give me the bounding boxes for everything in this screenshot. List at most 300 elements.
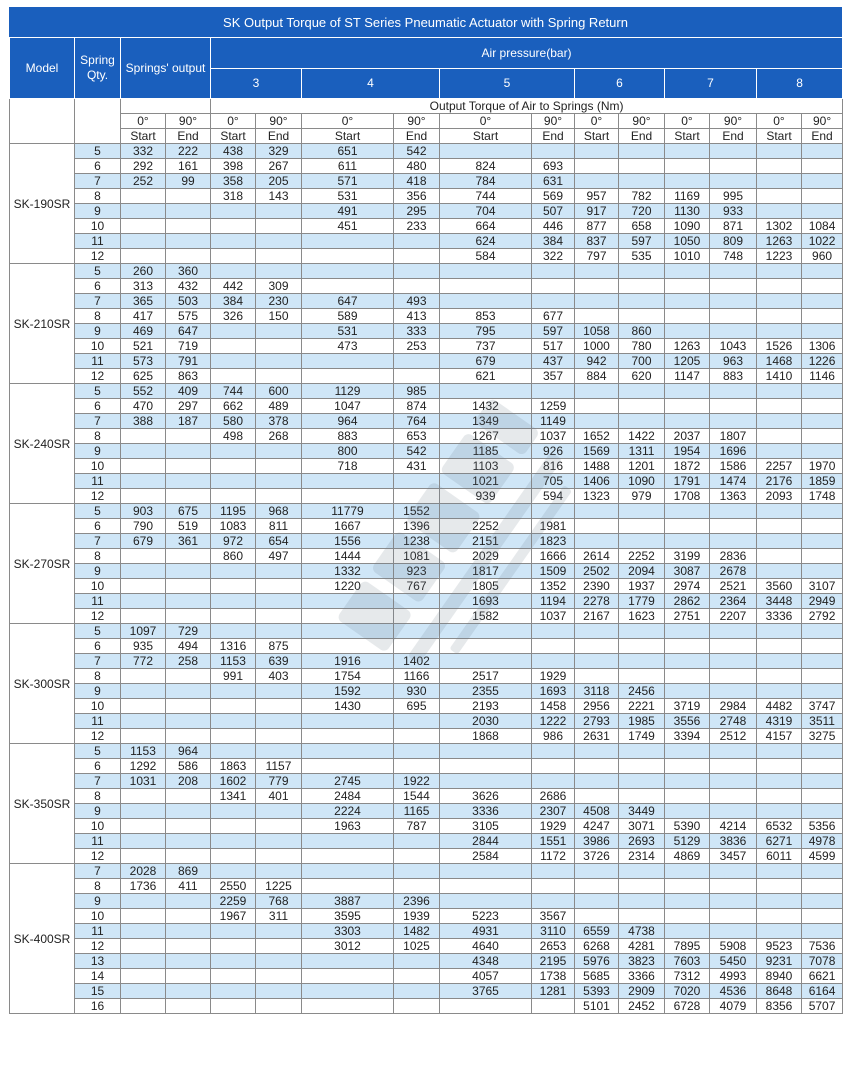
torque-cell bbox=[440, 744, 532, 759]
torque-cell bbox=[121, 609, 166, 624]
torque-cell: 187 bbox=[166, 414, 211, 429]
torque-cell bbox=[619, 894, 665, 909]
torque-cell: 491 bbox=[302, 204, 394, 219]
torque-cell: 1872 bbox=[665, 459, 710, 474]
torque-cell bbox=[256, 969, 302, 984]
spring-qty-cell: 10 bbox=[75, 819, 121, 834]
torque-cell bbox=[166, 564, 211, 579]
torque-cell bbox=[575, 909, 619, 924]
torque-cell: 469 bbox=[121, 324, 166, 339]
torque-cell bbox=[166, 549, 211, 564]
torque-cell bbox=[394, 249, 440, 264]
torque-cell: 3626 bbox=[440, 789, 532, 804]
torque-cell bbox=[211, 564, 256, 579]
spring-qty-cell: 8 bbox=[75, 789, 121, 804]
torque-cell: 7078 bbox=[802, 954, 843, 969]
torque-cell: 2614 bbox=[575, 549, 619, 564]
table-row bbox=[10, 954, 843, 969]
torque-cell: 361 bbox=[166, 534, 211, 549]
torque-cell: 679 bbox=[121, 534, 166, 549]
torque-cell bbox=[211, 624, 256, 639]
torque-cell bbox=[256, 579, 302, 594]
torque-cell: 411 bbox=[166, 879, 211, 894]
table-row bbox=[10, 504, 843, 519]
torque-cell: 863 bbox=[166, 369, 211, 384]
torque-cell: 1967 bbox=[211, 909, 256, 924]
torque-cell bbox=[757, 894, 802, 909]
torque-cell: 3511 bbox=[802, 714, 843, 729]
torque-cell bbox=[757, 414, 802, 429]
torque-cell bbox=[256, 234, 302, 249]
torque-cell bbox=[394, 279, 440, 294]
torque-cell: 3719 bbox=[665, 699, 710, 714]
torque-cell: 1623 bbox=[619, 609, 665, 624]
torque-cell bbox=[256, 984, 302, 999]
torque-cell: 1205 bbox=[665, 354, 710, 369]
torque-cell: 521 bbox=[121, 339, 166, 354]
torque-cell: 4281 bbox=[619, 939, 665, 954]
torque-cell: 2793 bbox=[575, 714, 619, 729]
torque-cell: 1863 bbox=[211, 759, 256, 774]
torque-cell bbox=[710, 894, 757, 909]
torque-cell: 625 bbox=[121, 369, 166, 384]
torque-cell bbox=[121, 579, 166, 594]
torque-cell: 1292 bbox=[121, 759, 166, 774]
torque-cell bbox=[121, 489, 166, 504]
torque-cell: 451 bbox=[302, 219, 394, 234]
torque-cell: 2484 bbox=[302, 789, 394, 804]
torque-cell bbox=[757, 519, 802, 534]
position-cell: End bbox=[710, 129, 757, 144]
torque-cell bbox=[710, 789, 757, 804]
torque-cell: 942 bbox=[575, 354, 619, 369]
torque-cell: 431 bbox=[394, 459, 440, 474]
torque-cell: 267 bbox=[256, 159, 302, 174]
table-row bbox=[10, 144, 843, 159]
torque-cell: 5976 bbox=[575, 954, 619, 969]
torque-cell: 883 bbox=[710, 369, 757, 384]
torque-cell: 654 bbox=[256, 534, 302, 549]
position-cell: Start bbox=[575, 129, 619, 144]
torque-cell bbox=[166, 804, 211, 819]
torque-cell: 1000 bbox=[575, 339, 619, 354]
torque-cell bbox=[166, 684, 211, 699]
torque-cell: 1149 bbox=[532, 414, 575, 429]
torque-cell: 8356 bbox=[757, 999, 802, 1014]
torque-cell bbox=[121, 234, 166, 249]
torque-cell bbox=[710, 534, 757, 549]
table-row bbox=[10, 519, 843, 534]
torque-cell: 503 bbox=[166, 294, 211, 309]
torque-cell bbox=[757, 294, 802, 309]
torque-cell bbox=[166, 594, 211, 609]
torque-cell bbox=[256, 849, 302, 864]
torque-cell bbox=[440, 774, 532, 789]
torque-cell: 584 bbox=[440, 249, 532, 264]
torque-cell bbox=[619, 534, 665, 549]
torque-cell: 631 bbox=[532, 174, 575, 189]
torque-cell: 2167 bbox=[575, 609, 619, 624]
torque-cell: 782 bbox=[619, 189, 665, 204]
torque-cell bbox=[256, 819, 302, 834]
spring-qty-cell: 11 bbox=[75, 234, 121, 249]
torque-cell: 1754 bbox=[302, 669, 394, 684]
torque-cell bbox=[619, 174, 665, 189]
table-row bbox=[10, 759, 843, 774]
torque-cell bbox=[166, 894, 211, 909]
torque-cell: 3823 bbox=[619, 954, 665, 969]
torque-cell bbox=[757, 924, 802, 939]
torque-cell bbox=[575, 264, 619, 279]
torque-cell bbox=[211, 609, 256, 624]
torque-cell: 1916 bbox=[302, 654, 394, 669]
torque-cell: 2456 bbox=[619, 684, 665, 699]
angle-cell: 90° bbox=[166, 114, 211, 129]
torque-cell bbox=[302, 639, 394, 654]
torque-cell bbox=[256, 324, 302, 339]
table-row bbox=[10, 744, 843, 759]
position-cell: End bbox=[619, 129, 665, 144]
torque-cell bbox=[802, 504, 843, 519]
torque-cell: 964 bbox=[166, 744, 211, 759]
torque-cell: 700 bbox=[619, 354, 665, 369]
torque-cell: 1223 bbox=[757, 249, 802, 264]
torque-cell bbox=[394, 834, 440, 849]
torque-cell: 398 bbox=[211, 159, 256, 174]
torque-cell: 1823 bbox=[532, 534, 575, 549]
torque-cell: 292 bbox=[121, 159, 166, 174]
torque-cell: 1332 bbox=[302, 564, 394, 579]
torque-cell: 6532 bbox=[757, 819, 802, 834]
torque-cell: 494 bbox=[166, 639, 211, 654]
torque-cell bbox=[256, 249, 302, 264]
output-torque-header: Output Torque of Air to Springs (Nm) bbox=[211, 99, 843, 114]
torque-cell: 917 bbox=[575, 204, 619, 219]
torque-cell bbox=[302, 864, 394, 879]
torque-cell bbox=[710, 264, 757, 279]
torque-cell bbox=[802, 399, 843, 414]
torque-cell bbox=[121, 729, 166, 744]
torque-cell bbox=[802, 669, 843, 684]
torque-cell bbox=[619, 864, 665, 879]
torque-cell: 1738 bbox=[532, 969, 575, 984]
torque-cell: 384 bbox=[211, 294, 256, 309]
torque-cell: 748 bbox=[710, 249, 757, 264]
torque-cell: 7312 bbox=[665, 969, 710, 984]
table-row bbox=[10, 654, 843, 669]
torque-cell: 647 bbox=[302, 294, 394, 309]
torque-cell bbox=[665, 144, 710, 159]
torque-cell bbox=[802, 444, 843, 459]
position-cell: End bbox=[532, 129, 575, 144]
torque-cell: 2030 bbox=[440, 714, 532, 729]
torque-cell bbox=[211, 339, 256, 354]
torque-cell bbox=[121, 714, 166, 729]
torque-cell: 877 bbox=[575, 219, 619, 234]
torque-cell: 2792 bbox=[802, 609, 843, 624]
torque-cell bbox=[710, 504, 757, 519]
table-row bbox=[10, 444, 843, 459]
torque-cell: 2984 bbox=[710, 699, 757, 714]
torque-cell bbox=[166, 459, 211, 474]
table-row bbox=[10, 969, 843, 984]
angle-cell: 0° bbox=[302, 114, 394, 129]
torque-cell bbox=[440, 654, 532, 669]
torque-cell: 1169 bbox=[665, 189, 710, 204]
table-row bbox=[10, 159, 843, 174]
spring-qty-cell: 9 bbox=[75, 324, 121, 339]
torque-cell: 2521 bbox=[710, 579, 757, 594]
torque-cell: 2093 bbox=[757, 489, 802, 504]
torque-cell bbox=[575, 789, 619, 804]
torque-cell bbox=[302, 729, 394, 744]
torque-cell: 1047 bbox=[302, 399, 394, 414]
torque-cell: 1509 bbox=[532, 564, 575, 579]
torque-cell: 5685 bbox=[575, 969, 619, 984]
table-row bbox=[10, 684, 843, 699]
torque-cell: 4247 bbox=[575, 819, 619, 834]
table-row bbox=[10, 369, 843, 384]
torque-cell bbox=[710, 144, 757, 159]
torque-cell: 624 bbox=[440, 234, 532, 249]
torque-cell: 1791 bbox=[665, 474, 710, 489]
torque-cell bbox=[302, 759, 394, 774]
torque-cell bbox=[302, 594, 394, 609]
torque-cell: 3275 bbox=[802, 729, 843, 744]
torque-cell: 517 bbox=[532, 339, 575, 354]
torque-cell bbox=[394, 714, 440, 729]
torque-cell bbox=[757, 264, 802, 279]
torque-cell: 480 bbox=[394, 159, 440, 174]
torque-cell bbox=[121, 594, 166, 609]
torque-cell: 3110 bbox=[532, 924, 575, 939]
torque-cell bbox=[211, 234, 256, 249]
spring-qty-cell: 13 bbox=[75, 954, 121, 969]
torque-cell: 1696 bbox=[710, 444, 757, 459]
torque-cell: 923 bbox=[394, 564, 440, 579]
torque-cell bbox=[211, 324, 256, 339]
torque-cell: 1736 bbox=[121, 879, 166, 894]
torque-cell bbox=[302, 354, 394, 369]
torque-cell bbox=[710, 654, 757, 669]
spring-qty-cell: 8 bbox=[75, 879, 121, 894]
torque-cell bbox=[302, 264, 394, 279]
torque-cell: 1526 bbox=[757, 339, 802, 354]
torque-cell: 2550 bbox=[211, 879, 256, 894]
torque-cell: 230 bbox=[256, 294, 302, 309]
torque-cell: 1406 bbox=[575, 474, 619, 489]
spring-qty-cell: 7 bbox=[75, 414, 121, 429]
torque-cell: 3448 bbox=[757, 594, 802, 609]
torque-cell: 744 bbox=[440, 189, 532, 204]
torque-cell bbox=[121, 834, 166, 849]
torque-cell: 1817 bbox=[440, 564, 532, 579]
torque-cell bbox=[802, 654, 843, 669]
torque-cell bbox=[256, 864, 302, 879]
torque-cell: 811 bbox=[256, 519, 302, 534]
torque-cell bbox=[256, 474, 302, 489]
table-row bbox=[10, 189, 843, 204]
torque-cell bbox=[302, 234, 394, 249]
torque-cell bbox=[394, 999, 440, 1014]
torque-cell bbox=[211, 699, 256, 714]
position-cell: End bbox=[166, 129, 211, 144]
torque-cell: 1025 bbox=[394, 939, 440, 954]
table-row bbox=[10, 894, 843, 909]
torque-cell: 2195 bbox=[532, 954, 575, 969]
torque-cell bbox=[802, 639, 843, 654]
torque-cell: 5223 bbox=[440, 909, 532, 924]
torque-cell: 1981 bbox=[532, 519, 575, 534]
torque-cell: 531 bbox=[302, 324, 394, 339]
torque-cell: 658 bbox=[619, 219, 665, 234]
angle-cell: 90° bbox=[710, 114, 757, 129]
torque-cell bbox=[532, 774, 575, 789]
torque-cell: 2502 bbox=[575, 564, 619, 579]
angle-cell: 0° bbox=[440, 114, 532, 129]
torque-cell bbox=[121, 474, 166, 489]
spring-qty-cell: 11 bbox=[75, 924, 121, 939]
torque-cell: 569 bbox=[532, 189, 575, 204]
model-cell: SK-210SR bbox=[10, 264, 75, 384]
torque-cell: 1185 bbox=[440, 444, 532, 459]
torque-cell: 662 bbox=[211, 399, 256, 414]
torque-cell bbox=[256, 264, 302, 279]
model-cell: SK-400SR bbox=[10, 864, 75, 1014]
torque-cell: 3726 bbox=[575, 849, 619, 864]
torque-cell bbox=[757, 279, 802, 294]
torque-cell: 161 bbox=[166, 159, 211, 174]
torque-cell: 268 bbox=[256, 429, 302, 444]
torque-cell: 2151 bbox=[440, 534, 532, 549]
table-row bbox=[10, 204, 843, 219]
torque-cell bbox=[532, 384, 575, 399]
torque-cell bbox=[665, 909, 710, 924]
torque-cell bbox=[211, 204, 256, 219]
torque-cell: 972 bbox=[211, 534, 256, 549]
torque-cell bbox=[211, 249, 256, 264]
torque-cell bbox=[802, 414, 843, 429]
torque-cell bbox=[710, 399, 757, 414]
torque-cell: 600 bbox=[256, 384, 302, 399]
torque-cell: 1157 bbox=[256, 759, 302, 774]
torque-cell bbox=[166, 849, 211, 864]
table-row bbox=[10, 879, 843, 894]
torque-cell: 378 bbox=[256, 414, 302, 429]
torque-cell: 4536 bbox=[710, 984, 757, 999]
torque-cell: 837 bbox=[575, 234, 619, 249]
torque-cell bbox=[256, 204, 302, 219]
torque-cell: 779 bbox=[256, 774, 302, 789]
torque-cell bbox=[802, 279, 843, 294]
torque-cell bbox=[211, 729, 256, 744]
torque-cell bbox=[121, 564, 166, 579]
torque-cell bbox=[121, 219, 166, 234]
torque-cell: 3012 bbox=[302, 939, 394, 954]
torque-cell: 3986 bbox=[575, 834, 619, 849]
torque-cell: 2653 bbox=[532, 939, 575, 954]
torque-cell: 764 bbox=[394, 414, 440, 429]
torque-cell: 1432 bbox=[440, 399, 532, 414]
torque-cell: 7536 bbox=[802, 939, 843, 954]
torque-cell: 1868 bbox=[440, 729, 532, 744]
torque-cell: 7603 bbox=[665, 954, 710, 969]
torque-cell: 2307 bbox=[532, 804, 575, 819]
torque-cell: 2094 bbox=[619, 564, 665, 579]
torque-cell: 780 bbox=[619, 339, 665, 354]
spring-qty-cell: 6 bbox=[75, 159, 121, 174]
torque-cell: 2512 bbox=[710, 729, 757, 744]
torque-cell: 552 bbox=[121, 384, 166, 399]
torque-cell bbox=[757, 204, 802, 219]
torque-cell: 432 bbox=[166, 279, 211, 294]
torque-cell bbox=[256, 369, 302, 384]
torque-cell: 313 bbox=[121, 279, 166, 294]
torque-cell: 639 bbox=[256, 654, 302, 669]
torque-cell bbox=[575, 174, 619, 189]
torque-cell bbox=[394, 474, 440, 489]
torque-cell: 3836 bbox=[710, 834, 757, 849]
torque-cell: 2364 bbox=[710, 594, 757, 609]
torque-cell bbox=[256, 804, 302, 819]
torque-cell: 1474 bbox=[710, 474, 757, 489]
torque-cell: 3560 bbox=[757, 579, 802, 594]
torque-cell: 1859 bbox=[802, 474, 843, 489]
torque-cell: 991 bbox=[211, 669, 256, 684]
torque-cell: 597 bbox=[532, 324, 575, 339]
torque-cell bbox=[665, 159, 710, 174]
torque-cell: 985 bbox=[394, 384, 440, 399]
torque-cell bbox=[575, 744, 619, 759]
torque-cell bbox=[575, 624, 619, 639]
torque-cell bbox=[166, 669, 211, 684]
spring-qty-cell: 5 bbox=[75, 384, 121, 399]
torque-cell: 1779 bbox=[619, 594, 665, 609]
table-row bbox=[10, 789, 843, 804]
torque-cell bbox=[710, 294, 757, 309]
torque-cell bbox=[710, 279, 757, 294]
spring-qty-cell: 7 bbox=[75, 174, 121, 189]
torque-cell bbox=[302, 984, 394, 999]
torque-cell bbox=[440, 144, 532, 159]
torque-cell: 99 bbox=[166, 174, 211, 189]
torque-cell: 470 bbox=[121, 399, 166, 414]
blank-cell bbox=[10, 99, 75, 144]
torque-cell bbox=[211, 219, 256, 234]
torque-cell: 260 bbox=[121, 264, 166, 279]
spring-qty-cell: 6 bbox=[75, 519, 121, 534]
torque-cell: 772 bbox=[121, 654, 166, 669]
torque-cell: 1970 bbox=[802, 459, 843, 474]
torque-cell bbox=[394, 369, 440, 384]
torque-cell bbox=[166, 189, 211, 204]
torque-cell bbox=[166, 609, 211, 624]
torque-cell: 2029 bbox=[440, 549, 532, 564]
torque-cell bbox=[256, 339, 302, 354]
torque-cell bbox=[575, 879, 619, 894]
position-cell: End bbox=[256, 129, 302, 144]
torque-cell: 297 bbox=[166, 399, 211, 414]
torque-cell: 795 bbox=[440, 324, 532, 339]
torque-cell bbox=[757, 669, 802, 684]
torque-cell: 4079 bbox=[710, 999, 757, 1014]
torque-cell: 4931 bbox=[440, 924, 532, 939]
torque-cell: 3199 bbox=[665, 549, 710, 564]
torque-cell bbox=[256, 924, 302, 939]
model-header: Model bbox=[10, 38, 75, 99]
torque-cell: 2631 bbox=[575, 729, 619, 744]
torque-cell: 2686 bbox=[532, 789, 575, 804]
